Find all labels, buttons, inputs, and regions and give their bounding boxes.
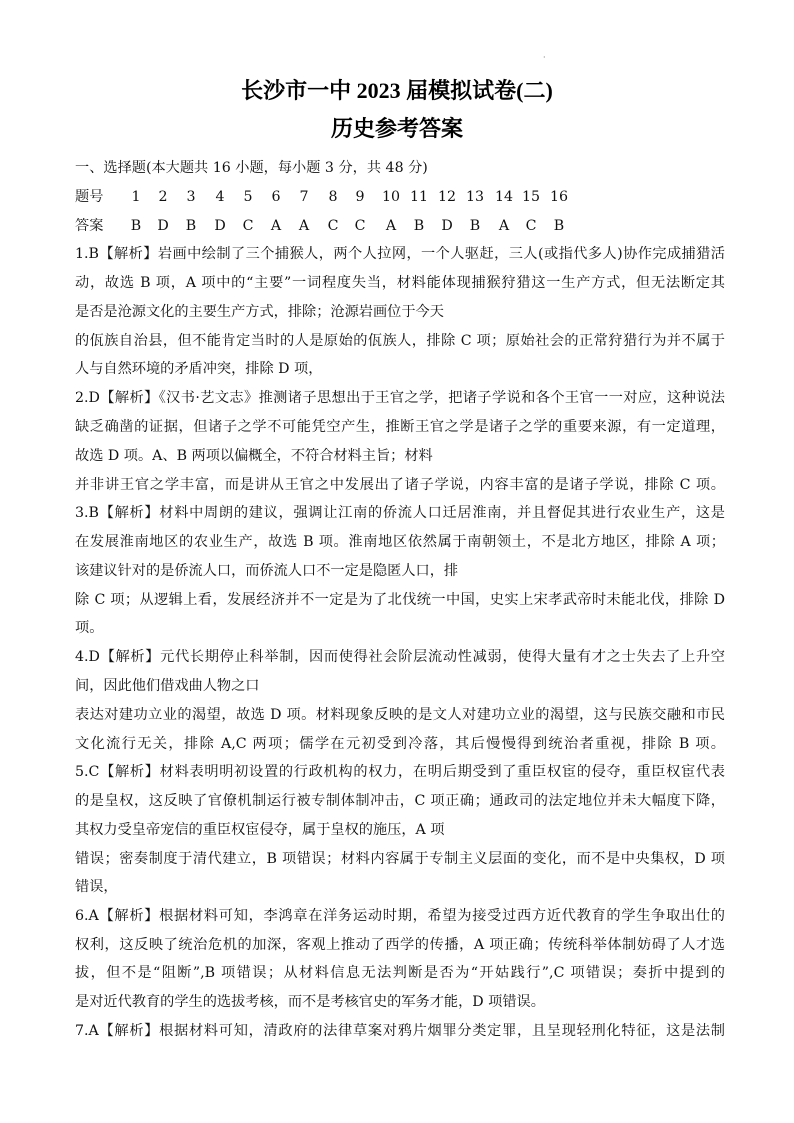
answer-cell: C <box>354 218 366 234</box>
analysis-line: 3.B【解析】材料中周朗的建议，强调让江南的侨流人口迁居淮南，并且督促其进行农业生产，这是 <box>75 505 725 521</box>
scan-dot: · <box>543 53 546 62</box>
answer-label: 答案 <box>75 218 104 234</box>
analysis-line: 是否是沧源文化的主要生产方式，排除；沧源岩画位于今天 <box>75 304 444 320</box>
question-number-cell: 14 <box>494 189 514 205</box>
answer-cell: A <box>270 218 282 234</box>
analysis-line: 除 C 项；从逻辑上看，发展经济并不一定是为了北伐统一中国，史实上宋孝武帝时未能北伐，排除 D <box>75 592 725 608</box>
analysis-line: 2.D【解析】《汉书·艺文志》推测诸子思想出于王官之学，把诸子学说和各个王官一一对应，这种说法 <box>75 390 725 406</box>
analysis-line: 项。 <box>75 620 104 636</box>
analysis-line: 在发展淮南地区的农业生产，故选 B 项。淮南地区依然属于南朝领土，不是北方地区，排除 A 项； <box>75 534 725 550</box>
question-number-cell: 9 <box>355 189 365 205</box>
question-number-cell: 15 <box>521 189 541 205</box>
answer-cell: A <box>298 218 310 234</box>
analysis-line: 表达对建功立业的渴望，故选 D 项。材料现象反映的是文人对建功立业的渴望，这与民族交融和市民 <box>75 707 725 723</box>
question-number-cell: 4 <box>215 189 225 205</box>
answer-cell: D <box>214 218 226 234</box>
analysis-line: 7.A【解析】根据材料可知，清政府的法律草案对鸦片烟罪分类定罪，且呈现轻刑化特征，这是法制 <box>75 1023 725 1039</box>
analysis-line: 权利，这反映了统治危机的加深，客观上推动了西学的传播，A 项正确；传统科举体制妨碍了人才选 <box>75 937 725 953</box>
answer-row <box>75 216 575 236</box>
question-number-cell: 2 <box>158 189 168 205</box>
analysis-line: 其权力受皇帝宠信的重臣权宦侵夺，属于皇权的施压，A 项 <box>75 822 445 838</box>
analysis-line: 错误；密奏制度于清代建立，B 项错误；材料内容属于专制主义层面的变化，而不是中央集权，D 项 <box>75 851 725 867</box>
analysis-line: 5.C【解析】材料表明明初设置的行政机构的权力，在明后期受到了重臣权宦的侵夺，重臣权宦代表 <box>75 764 725 780</box>
question-number-cell: 13 <box>465 189 485 205</box>
section-heading: 一、选择题(本大题共 16 小题，每小题 3 分，共 48 分) <box>75 160 428 176</box>
analysis-line: 的是皇权，这反映了官僚机制运行被专制体制冲击，C 项正确；通政司的法定地位并未大幅度下降， <box>75 793 725 809</box>
analysis-line: 间，因此他们借戏曲人物之口 <box>75 678 260 694</box>
question-number-cell: 8 <box>328 189 338 205</box>
analysis-line: 是对近代教育的学生的选拔考核，而不是考核官史的军务才能，D 项错误。 <box>75 994 545 1010</box>
analysis-line: 并非讲王官之学丰富，而是讲从王官之中发展出了诸子学说，内容丰富的是诸子学说，排除 C 项。 <box>75 477 725 493</box>
answer-cell: B <box>130 218 142 234</box>
analysis-line: 错误， <box>75 879 118 895</box>
question-number-label: 题号 <box>75 189 104 205</box>
answer-cell: C <box>525 218 537 234</box>
answer-cell: B <box>553 218 565 234</box>
question-number-cell: 10 <box>381 189 401 205</box>
question-number-cell: 16 <box>549 189 569 205</box>
answer-cell: B <box>413 218 425 234</box>
analysis-line: 动，故选 B 项，A 项中的“主要”一词程度失当，材料能体现捕猴狩猎这一生产方式，但无法断定其 <box>75 275 725 291</box>
analysis-line: 6.A【解析】根据材料可知，李鸿章在洋务运动时期，希望为接受过西方近代教育的学生争取出仕的 <box>75 908 725 924</box>
analysis-line: 缺乏确凿的证据，但诸子之学不可能凭空产生，推断王官之学是诸子之学的重要来源，有一定道理， <box>75 419 725 435</box>
question-number-cell: 5 <box>243 189 253 205</box>
question-number-cell: 3 <box>186 189 196 205</box>
document-subtitle: 历史参考答案 <box>330 116 463 141</box>
analysis-line: 文化流行无关，排除 A,C 两项；儒学在元初受到冷落，其后慢慢得到统治者重视，排除 B 项。 <box>75 736 725 752</box>
analysis-line: 1.B【解析】岩画中绘制了三个捕猴人，两个人拉网，一个人驱赶，三人(或指代多人)协作完成捕猎活 <box>75 246 725 262</box>
analysis-line: 故选 D 项。A、B 两项以偏概全，不符合材料主旨；材料 <box>75 448 433 464</box>
analysis-line: 4.D【解析】元代长期停止科举制，因而使得社会阶层流动性减弱，使得大量有才之士失去了上升空 <box>75 649 725 665</box>
answer-cell: D <box>441 218 453 234</box>
answer-cell: A <box>385 218 397 234</box>
answer-cell: B <box>469 218 481 234</box>
answer-cell: C <box>242 218 254 234</box>
analysis-line: 的佤族自治县，但不能肯定当时的人是原始的佤族人，排除 C 项；原始社会的正常狩猎行为并不属于 <box>75 333 725 349</box>
question-number-cell: 6 <box>271 189 281 205</box>
analysis-line: 拔，但不是“阻断”,B 项错误；从材料信息无法判断是否为“开姑践行”,C 项错误；奏折中提到的 <box>75 965 725 981</box>
answer-cell: A <box>498 218 510 234</box>
answer-cell: D <box>157 218 169 234</box>
answer-cell: C <box>327 218 339 234</box>
question-number-cell: 7 <box>299 189 309 205</box>
answer-cell: B <box>185 218 197 234</box>
document-title: 长沙市一中 2023 届模拟试卷(二) <box>241 78 553 103</box>
question-number-row <box>75 187 575 207</box>
analysis-line: 该建议针对的是侨流人口，而侨流人口不一定是隐匿人口，排 <box>75 563 459 579</box>
analysis-line: 人与自然环境的矛盾冲突，排除 D 项， <box>75 361 323 377</box>
question-number-cell: 12 <box>437 189 457 205</box>
question-number-cell: 1 <box>131 189 141 205</box>
question-number-cell: 11 <box>409 189 429 205</box>
